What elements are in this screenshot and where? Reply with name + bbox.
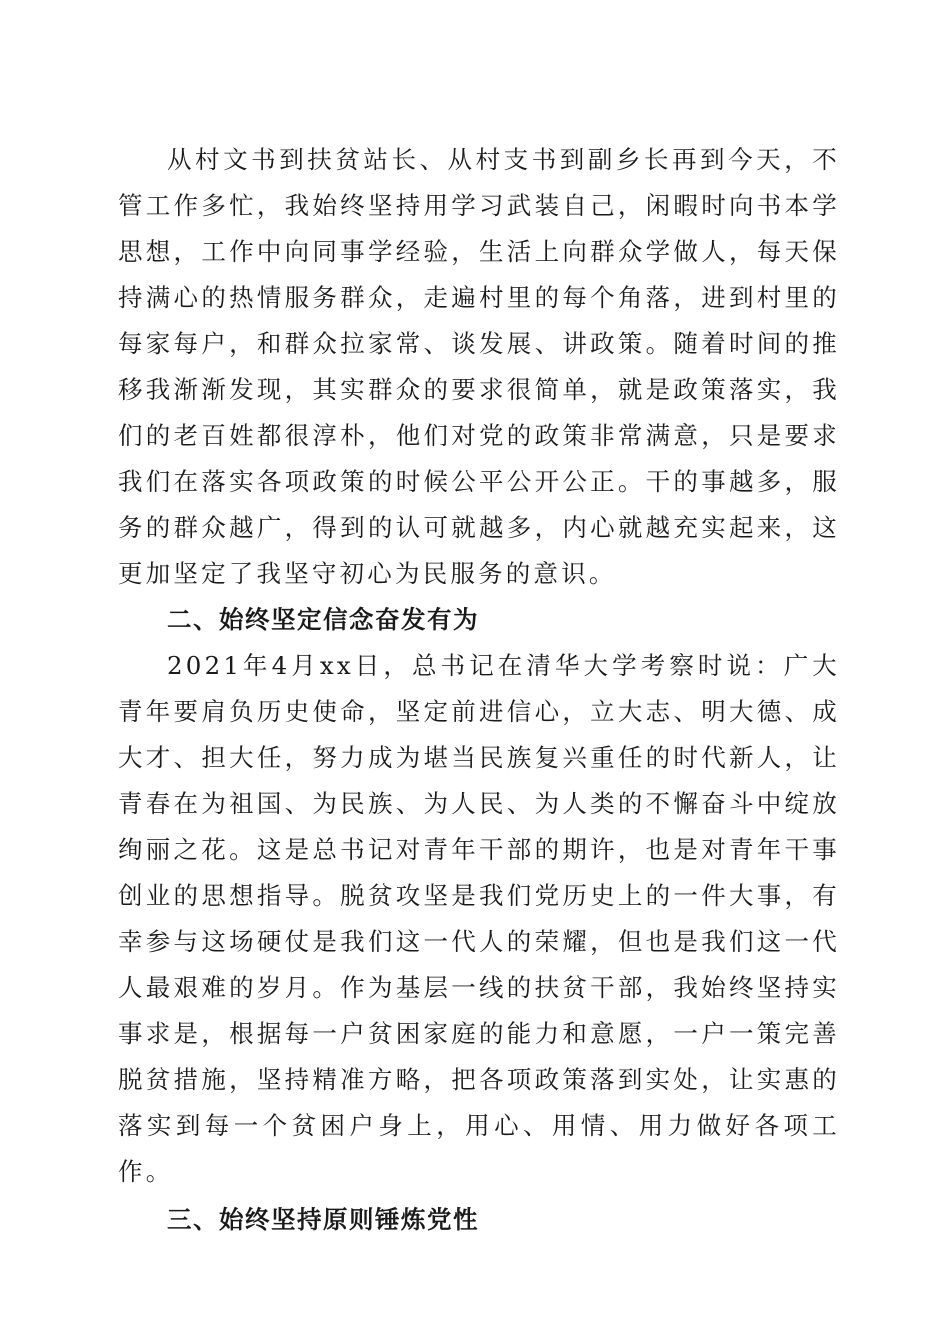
section-heading-2: 二、始终坚定信念奋发有为	[167, 605, 479, 634]
paragraph-1: 从村文书到扶贫站长、从村支书到副乡长再到今天，不管工作多忙，我始终坚持用学习武装自己，闲暇时向书本学思想，工作中向同事学经验，生活上向群众学做人，每天保持满心的热情服务群众，走遍村里的每个角落，进到村里的每家每户，和群众拉家常、谈发展、讲政策。随着时间的推移我渐渐发现，其实群众的要求很简单，就是政策落实，我们的老百姓都很淳朴，他们对党的政策非常满意，只是要求我们在落实各项政策的时候公平公开公正。干的事越多，服务的群众越广，得到的认可就越多，内心就越充实起来，这更加坚定了我坚守初心为民服务的意识。	[118, 145, 840, 588]
document-body	[118, 137, 840, 1243]
paragraph-2: 2021年4月xx日，总书记在清华大学考察时说：广大青年要肩负历史使命，坚定前进信心，立大志、明大德、成大才、担大任，努力成为堪当民族复兴重任的时代新人，让青春在为祖国、为民族、为人民、为人类的不懈奋斗中绽放绚丽之花。这是总书记对青年干部的期许，也是对青年干事创业的思想指导。脱贫攻坚是我们党历史上的一件大事，有幸参与这场硬仗是我们这一代人的荣耀，但也是我们这一代人最艰难的岁月。作为基层一线的扶贫干部，我始终坚持实事求是，根据每一户贫困家庭的能力和意愿，一户一策完善脱贫措施，坚持精准方略，把各项政策落到实处，让实惠的落实到每一个贫困户身上，用心、用情、用力做好各项工作。	[118, 651, 840, 1186]
section-heading-3: 三、始终坚持原则锤炼党性	[167, 1205, 479, 1234]
